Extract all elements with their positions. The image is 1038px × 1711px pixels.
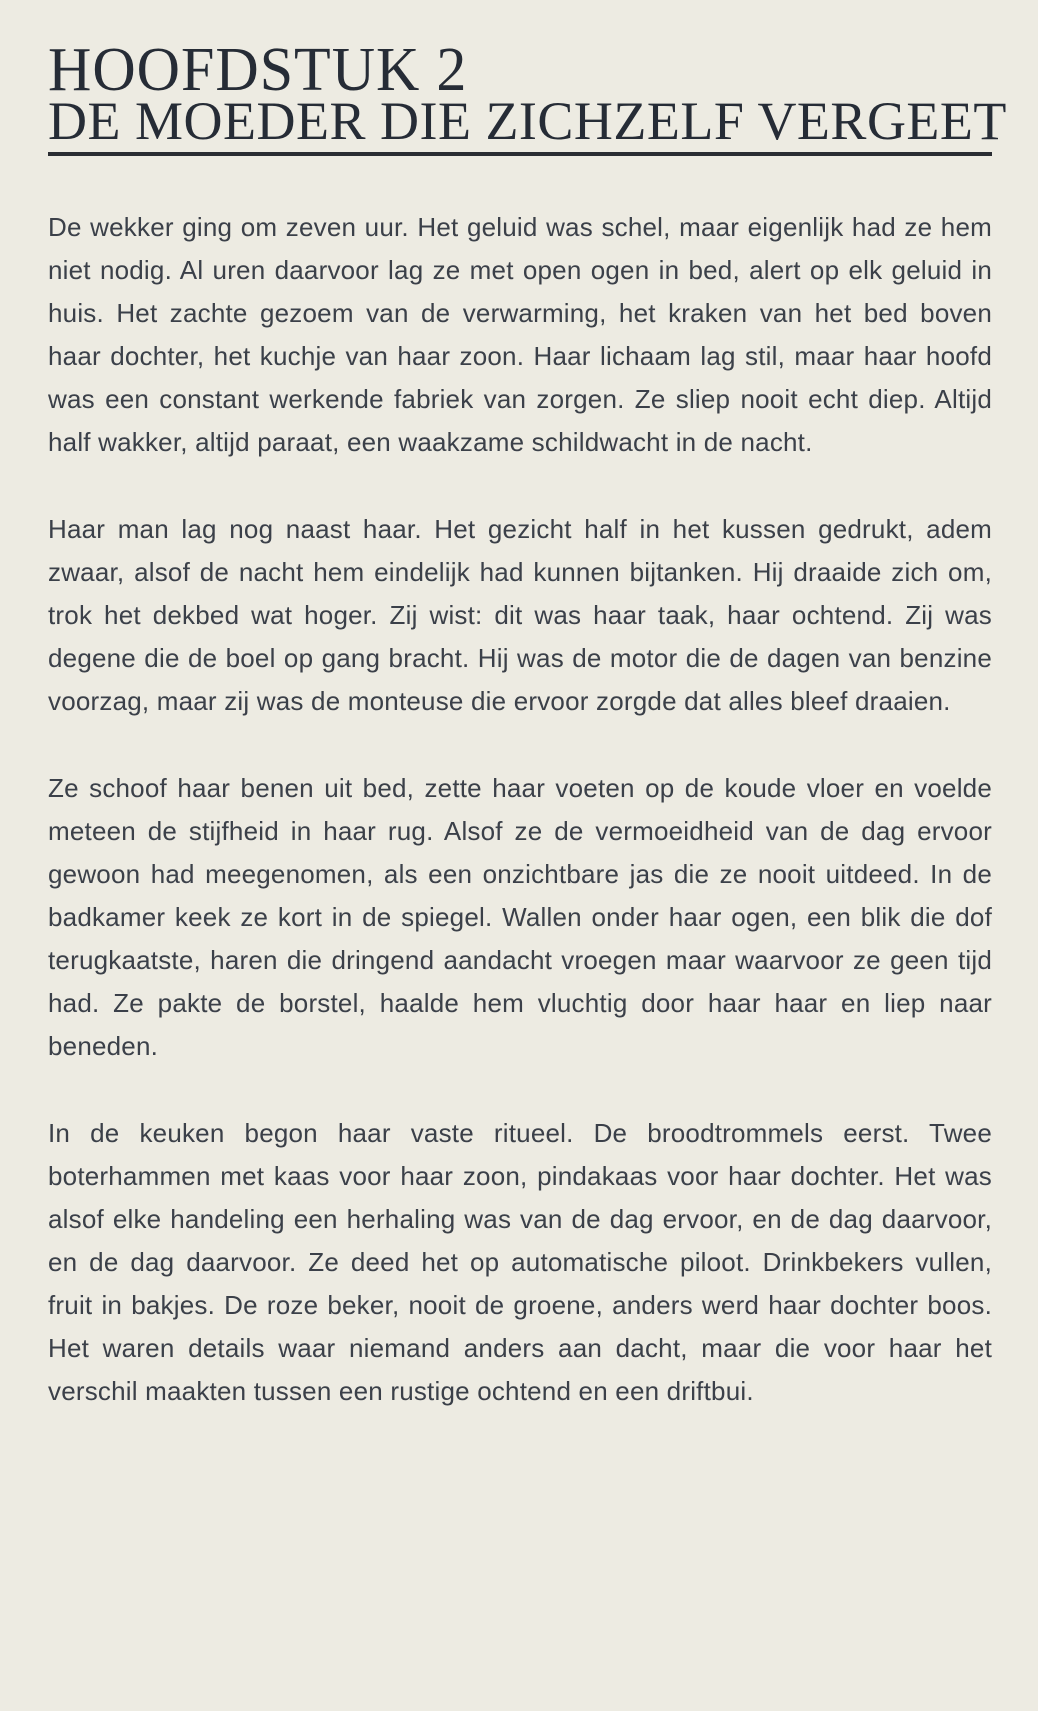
chapter-kicker: HOOFDSTUK 2 — [48, 34, 468, 104]
chapter-title: DE MOEDER DIE ZICHZELF VERGEET — [48, 91, 1007, 151]
chapter-header — [48, 34, 1007, 156]
paragraph: Haar man lag nog naast haar. Het gezicht half in het kussen gedrukt, adem zwaar, alsof de nacht hem eindelijk had kunnen bijtanken. Hij draaide zich om, trok het dekbed wat hoger. Zij wist: dit was haar taak, haar ochtend. Zij was degene die de boel op gang bracht. Hij was de motor die de dagen van benzine voorzag, maar zij was de monteuse die ervoor zorgde dat alles bleef draaien. — [48, 513, 992, 716]
paragraph: In de keuken begon haar vaste ritueel. De broodtrommels eerst. Twee boterhammen met kaas voor haar zoon, pindakaas voor haar dochter. Het was alsof elke handeling een herhaling was van de dag ervoor, en de dag daarvoor, en de dag daarvoor. Ze deed het op automatische piloot. Drinkbekers vullen, fruit in bakjes. De roze beker, nooit de groene, anders werd haar dochter boos. Het waren details waar niemand anders aan dacht, maar die voor haar het verschil maakten tussen een rustige ochtend en een driftbui. — [48, 1117, 992, 1406]
paragraph: De wekker ging om zeven uur. Het geluid was schel, maar eigenlijk had ze hem niet nodig. Al uren daarvoor lag ze met open ogen in bed, alert op elk geluid in huis. Het zachte gezoem van de verwarming, het kraken van het bed boven haar dochter, het kuchje van haar zoon. Haar lichaam lag stil, maar haar hoofd was een constant werkende fabriek van zorgen. Ze sliep nooit echt diep. Altijd half wakker, altijd paraat, een waakzame schildwacht in de nacht. — [48, 211, 992, 457]
article-body — [48, 206, 992, 1413]
paragraph: Ze schoof haar benen uit bed, zette haar voeten op de koude vloer en voelde meteen de stijfheid in haar rug. Alsof ze de vermoeidheid van de dag ervoor gewoon had meegenomen, als een onzichtbare jas die ze nooit uitdeed. In de badkamer keek ze kort in de spiegel. Wallen onder haar ogen, een blik die dof terugkaatste, haren die dringend aandacht vroegen maar waarvoor ze geen tijd had. Ze pakte de borstel, haalde hem vluchtig door haar haar en liep naar beneden. — [48, 772, 992, 1061]
